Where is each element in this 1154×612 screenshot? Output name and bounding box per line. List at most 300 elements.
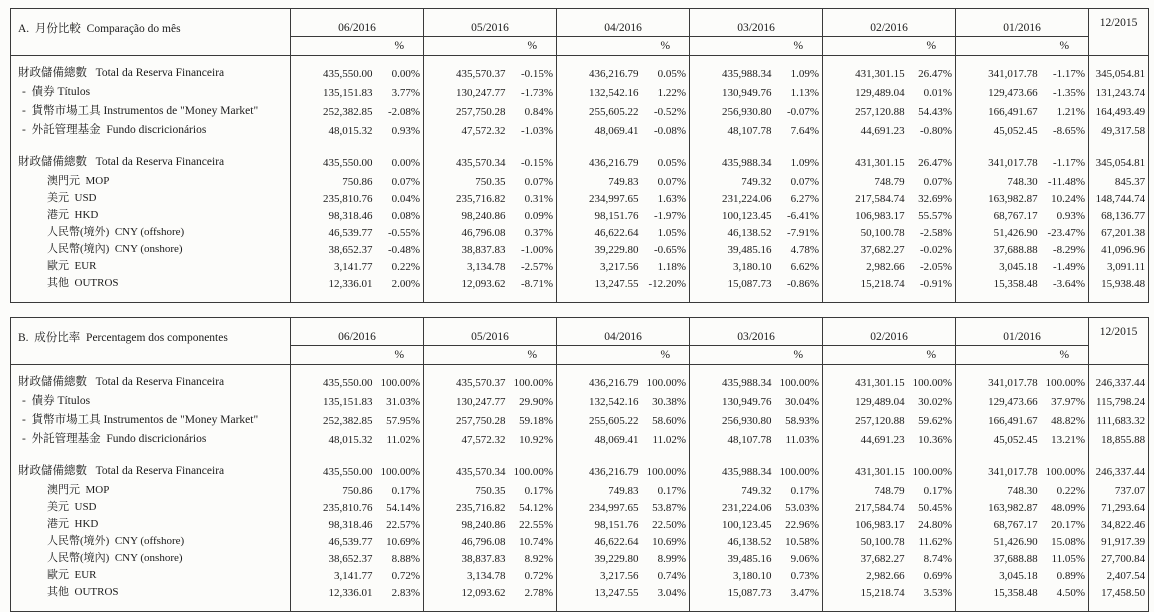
cell-value: 100,123.45: [690, 206, 775, 223]
cell-value: 750.86: [291, 172, 376, 189]
cell-pct: -2.58%: [920, 226, 953, 239]
cell-value: 46,539.77: [291, 532, 376, 549]
header-spacer-cell: [690, 346, 775, 365]
cell-value: 257,120.88: [823, 411, 908, 430]
cell-value: 15,218.74: [823, 583, 908, 600]
cell-value: 100,123.45: [690, 515, 775, 532]
cell-pct: -1.17%: [1053, 156, 1086, 169]
spacer-row: [11, 449, 1149, 462]
cell-value: 39,229.80: [557, 240, 642, 257]
cell-value: 435,570.34: [424, 153, 509, 172]
cell-value: 748.79: [823, 172, 908, 189]
table-row: [11, 56, 1149, 83]
row-label: - 外託管理基金 Fundo discricionários: [22, 123, 207, 136]
cell-pct: -2.05%: [920, 260, 953, 273]
cell-pct: 100.00%: [912, 465, 953, 478]
cell-pct: 3.47%: [790, 586, 820, 599]
cell-pct: 20.17%: [1051, 518, 1086, 531]
cell-value: 34,822.46: [1089, 515, 1149, 532]
cell-value: 129,473.66: [956, 83, 1041, 102]
cell-value: [424, 140, 509, 153]
cell-value: [690, 140, 775, 153]
cell-pct: -0.55%: [387, 226, 421, 239]
cell-pct: 100.00%: [779, 376, 820, 389]
cell-pct: 0.01%: [923, 86, 953, 99]
cell-pct: 2.00%: [391, 277, 421, 290]
cell-pct: -0.91%: [920, 277, 953, 290]
cell-value: 341,017.78: [956, 56, 1041, 83]
header-spacer-cell: [956, 346, 1041, 365]
cell-value: 166,491.67: [956, 102, 1041, 121]
cell-pct: 10.92%: [519, 433, 554, 446]
cell-value: 98,240.86: [424, 515, 509, 532]
cell-value: 257,750.28: [424, 102, 509, 121]
table-row: [11, 411, 1149, 430]
cell-pct: 0.84%: [524, 105, 554, 118]
cell-pct: -1.73%: [520, 86, 554, 99]
row-label: 港元 HKD: [47, 517, 99, 530]
cell-value: 50,100.78: [823, 223, 908, 240]
column-header-percent: %: [775, 346, 823, 365]
row-label: [11, 291, 291, 303]
cell-value: [424, 291, 509, 303]
cell-pct: 1.18%: [657, 260, 687, 273]
cell-value: 98,318.46: [291, 206, 376, 223]
cell-value: 431,301.15: [823, 56, 908, 83]
cell-pct: 3.53%: [923, 586, 953, 599]
cell-value: 98,318.46: [291, 515, 376, 532]
header-spacer-cell: [956, 37, 1041, 56]
row-label: 澳門元 MOP: [47, 483, 110, 496]
table-row: [11, 153, 1149, 172]
cell-value: 130,949.76: [690, 392, 775, 411]
row-label: 歐元 EUR: [47, 259, 97, 272]
cell-pct: 0.93%: [1056, 209, 1086, 222]
cell-value: 129,489.04: [823, 392, 908, 411]
cell-value: 748.30: [956, 172, 1041, 189]
cell-value: 231,224.06: [690, 189, 775, 206]
cell-pct: -2.57%: [520, 260, 554, 273]
cell-value: 48,069.41: [557, 121, 642, 140]
table-title: B. 成份比率 Percentagem dos componentes: [11, 318, 291, 365]
cell-pct: 22.55%: [519, 518, 554, 531]
cell-pct: 10.58%: [785, 535, 820, 548]
cell-pct: -0.02%: [920, 243, 953, 256]
table-row: [11, 430, 1149, 449]
cell-value: 12,093.62: [424, 583, 509, 600]
column-header-percent: %: [1041, 346, 1089, 365]
cell-value: 27,700.84: [1089, 549, 1149, 566]
cell-pct: 58.60%: [652, 414, 687, 427]
cell-pct: [775, 449, 823, 462]
row-label: 財政儲備總數 Total da Reserva Financeira: [18, 464, 225, 477]
cell-value: 18,855.88: [1089, 430, 1149, 449]
column-header-date: 03/2016: [690, 318, 823, 346]
cell-value: 46,622.64: [557, 223, 642, 240]
cell-value: 48,015.32: [291, 121, 376, 140]
column-header-date: 06/2016: [291, 318, 424, 346]
cell-pct: [775, 600, 823, 612]
column-header-date: 12/2015: [1089, 9, 1149, 56]
cell-value: 436,216.79: [557, 153, 642, 172]
cell-value: 750.35: [424, 481, 509, 498]
cell-value: 106,983.17: [823, 515, 908, 532]
cell-value: 164,493.49: [1089, 102, 1149, 121]
cell-value: 132,542.16: [557, 83, 642, 102]
row-label: - 債券 Títulos: [22, 394, 91, 407]
cell-pct: 6.27%: [790, 192, 820, 205]
cell-pct: 0.31%: [524, 192, 554, 205]
cell-pct: [376, 140, 424, 153]
cell-pct: 8.99%: [657, 552, 687, 565]
cell-value: 217,584.74: [823, 189, 908, 206]
cell-value: [557, 449, 642, 462]
cell-value: 235,716.82: [424, 498, 509, 515]
table-row: [11, 257, 1149, 274]
cell-pct: -8.65%: [1053, 124, 1086, 137]
cell-value: 130,247.77: [424, 83, 509, 102]
cell-pct: 2.83%: [391, 586, 421, 599]
cell-pct: 0.00%: [391, 67, 421, 80]
cell-pct: -1.03%: [520, 124, 554, 137]
cell-pct: -7.91%: [786, 226, 820, 239]
table-row: [11, 392, 1149, 411]
cell-pct: 13.21%: [1051, 433, 1086, 446]
cell-pct: 10.36%: [918, 433, 953, 446]
table-row: [11, 549, 1149, 566]
cell-value: 15,087.73: [690, 583, 775, 600]
cell-pct: 0.07%: [524, 175, 554, 188]
cell-value: 68,767.17: [956, 515, 1041, 532]
cell-value: 749.32: [690, 172, 775, 189]
header-spacer-cell: [557, 37, 642, 56]
cell-pct: [642, 600, 690, 612]
cell-value: 435,570.37: [424, 56, 509, 83]
cell-pct: 26.47%: [918, 156, 953, 169]
column-header-percent: %: [509, 346, 557, 365]
cell-value: 51,426.90: [956, 532, 1041, 549]
cell-pct: -0.15%: [520, 156, 554, 169]
cell-pct: 9.06%: [790, 552, 820, 565]
cell-pct: [642, 291, 690, 303]
cell-pct: 22.57%: [386, 518, 421, 531]
cell-pct: 0.72%: [391, 569, 421, 582]
header-spacer-cell: [823, 346, 908, 365]
cell-value: 235,810.76: [291, 189, 376, 206]
cell-pct: 53.87%: [652, 501, 687, 514]
row-label: 人民幣(境內) CNY (onshore): [47, 242, 183, 255]
table-row: [11, 83, 1149, 102]
cell-pct: 100.00%: [646, 465, 687, 478]
cell-pct: 8.92%: [524, 552, 554, 565]
cell-value: 436,216.79: [557, 365, 642, 392]
cell-pct: 6.62%: [790, 260, 820, 273]
cell-pct: 1.09%: [790, 156, 820, 169]
cell-value: 435,988.34: [690, 462, 775, 481]
cell-value: 135,151.83: [291, 392, 376, 411]
cell-value: 67,201.38: [1089, 223, 1149, 240]
cell-value: 3,045.18: [956, 257, 1041, 274]
cell-pct: [376, 291, 424, 303]
cell-pct: [908, 600, 956, 612]
cell-value: 38,837.83: [424, 240, 509, 257]
cell-pct: [642, 140, 690, 153]
header-spacer-cell: [424, 37, 509, 56]
cell-value: 845.37: [1089, 172, 1149, 189]
row-label: 其他 OUTROS: [47, 276, 119, 289]
cell-pct: 0.08%: [391, 209, 421, 222]
row-label: 澳門元 MOP: [47, 174, 110, 187]
row-label: 港元 HKD: [47, 208, 99, 221]
cell-value: 255,605.22: [557, 411, 642, 430]
cell-pct: 3.04%: [657, 586, 687, 599]
cell-value: 435,550.00: [291, 365, 376, 392]
cell-value: 257,120.88: [823, 102, 908, 121]
cell-value: 44,691.23: [823, 430, 908, 449]
cell-value: [1089, 291, 1149, 303]
cell-pct: 59.18%: [519, 414, 554, 427]
cell-pct: 24.80%: [918, 518, 953, 531]
column-header-date: 01/2016: [956, 318, 1089, 346]
cell-value: 435,988.34: [690, 56, 775, 83]
cell-value: 435,550.00: [291, 56, 376, 83]
cell-value: 15,358.48: [956, 274, 1041, 291]
cell-value: 13,247.55: [557, 583, 642, 600]
table-row: [11, 189, 1149, 206]
table-row: [11, 206, 1149, 223]
cell-value: 217,584.74: [823, 498, 908, 515]
cell-value: 48,107.78: [690, 121, 775, 140]
cell-pct: 30.04%: [785, 395, 820, 408]
cell-pct: 1.22%: [657, 86, 687, 99]
cell-pct: 0.74%: [657, 569, 687, 582]
row-label: 歐元 EUR: [47, 568, 97, 581]
header-spacer-cell: [291, 346, 376, 365]
column-header-percent: %: [376, 346, 424, 365]
column-header-percent: %: [642, 37, 690, 56]
cell-value: 39,485.16: [690, 240, 775, 257]
cell-pct: 1.05%: [657, 226, 687, 239]
cell-value: 750.35: [424, 172, 509, 189]
spacer-row: [11, 291, 1149, 303]
cell-pct: [775, 291, 823, 303]
cell-value: 45,052.45: [956, 430, 1041, 449]
cell-value: 234,997.65: [557, 498, 642, 515]
cell-pct: [1041, 449, 1089, 462]
table-row: [11, 583, 1149, 600]
cell-pct: 30.38%: [652, 395, 687, 408]
cell-value: 37,688.88: [956, 549, 1041, 566]
cell-pct: -1.00%: [520, 243, 554, 256]
cell-pct: [509, 600, 557, 612]
cell-pct: 0.93%: [391, 124, 421, 137]
cell-value: 15,358.48: [956, 583, 1041, 600]
cell-value: [823, 449, 908, 462]
cell-value: 38,652.37: [291, 549, 376, 566]
table-row: [11, 498, 1149, 515]
row-label: - 債券 Títulos: [22, 85, 91, 98]
cell-value: [690, 600, 775, 612]
table-row: [11, 274, 1149, 291]
cell-pct: 11.02%: [386, 433, 421, 446]
cell-value: 98,151.76: [557, 515, 642, 532]
table-row: [11, 365, 1149, 392]
cell-value: 252,382.85: [291, 102, 376, 121]
row-label: 其他 OUTROS: [47, 585, 119, 598]
cell-pct: -2.08%: [387, 105, 421, 118]
cell-value: 231,224.06: [690, 498, 775, 515]
cell-pct: 58.93%: [785, 414, 820, 427]
cell-pct: -0.65%: [653, 243, 687, 256]
cell-value: [690, 291, 775, 303]
cell-value: 37,688.88: [956, 240, 1041, 257]
header-spacer-cell: [291, 37, 376, 56]
column-header-date: 02/2016: [823, 318, 956, 346]
cell-pct: 100.00%: [646, 376, 687, 389]
cell-pct: 26.47%: [918, 67, 953, 80]
cell-value: 12,336.01: [291, 583, 376, 600]
cell-value: 749.83: [557, 481, 642, 498]
cell-pct: 0.07%: [391, 175, 421, 188]
column-header-percent: %: [1041, 37, 1089, 56]
cell-pct: [908, 291, 956, 303]
row-label: [11, 449, 291, 462]
cell-pct: -0.48%: [387, 243, 421, 256]
cell-pct: 54.14%: [386, 501, 421, 514]
row-label: 財政儲備總數 Total da Reserva Financeira: [18, 155, 225, 168]
column-header-date: 06/2016: [291, 9, 424, 37]
header-spacer-cell: [557, 346, 642, 365]
table-b-component-percentage: [10, 317, 1154, 612]
cell-pct: [509, 140, 557, 153]
cell-pct: 8.88%: [391, 552, 421, 565]
cell-value: 98,151.76: [557, 206, 642, 223]
cell-pct: 0.17%: [790, 484, 820, 497]
cell-value: 3,045.18: [956, 566, 1041, 583]
row-label: [11, 600, 291, 612]
cell-pct: 100.00%: [1045, 376, 1086, 389]
cell-value: 3,134.78: [424, 257, 509, 274]
cell-value: 345,054.81: [1089, 56, 1149, 83]
column-header-date: 05/2016: [424, 9, 557, 37]
cell-value: 234,997.65: [557, 189, 642, 206]
cell-value: [956, 291, 1041, 303]
spacer-row: [11, 600, 1149, 612]
component-percentage-table: [10, 317, 1149, 612]
cell-value: 68,767.17: [956, 206, 1041, 223]
cell-value: 341,017.78: [956, 462, 1041, 481]
row-label: - 貨幣市場工具 Instrumentos de "Money Market": [22, 104, 259, 117]
cell-pct: [376, 600, 424, 612]
cell-value: 748.30: [956, 481, 1041, 498]
cell-value: 3,091.11: [1089, 257, 1149, 274]
cell-pct: 11.02%: [652, 433, 687, 446]
cell-pct: 10.24%: [1051, 192, 1086, 205]
cell-value: [956, 140, 1041, 153]
cell-value: 148,744.74: [1089, 189, 1149, 206]
cell-value: 37,682.27: [823, 549, 908, 566]
cell-value: [424, 600, 509, 612]
cell-value: [557, 140, 642, 153]
cell-pct: 54.12%: [519, 501, 554, 514]
table-row: [11, 462, 1149, 481]
cell-pct: 50.45%: [918, 501, 953, 514]
cell-value: 257,750.28: [424, 411, 509, 430]
column-header-percent: %: [376, 37, 424, 56]
cell-value: 38,652.37: [291, 240, 376, 257]
cell-pct: -6.41%: [786, 209, 820, 222]
cell-value: 435,570.34: [424, 462, 509, 481]
cell-pct: -0.15%: [520, 67, 554, 80]
row-label: 美元 USD: [47, 191, 97, 204]
row-label: - 貨幣市場工具 Instrumentos de "Money Market": [22, 413, 259, 426]
cell-value: 737.07: [1089, 481, 1149, 498]
cell-pct: 1.09%: [790, 67, 820, 80]
column-header-percent: %: [509, 37, 557, 56]
cell-value: 2,407.54: [1089, 566, 1149, 583]
table-row: [11, 102, 1149, 121]
cell-value: 431,301.15: [823, 365, 908, 392]
cell-pct: 15.08%: [1051, 535, 1086, 548]
row-label: 人民幣(境外) CNY (offshore): [47, 225, 185, 238]
column-header-percent: %: [775, 37, 823, 56]
cell-pct: [1041, 600, 1089, 612]
cell-pct: 0.17%: [391, 484, 421, 497]
cell-value: 252,382.85: [291, 411, 376, 430]
header-spacer-cell: [690, 37, 775, 56]
cell-value: [1089, 600, 1149, 612]
cell-pct: 10.69%: [652, 535, 687, 548]
cell-value: 37,682.27: [823, 240, 908, 257]
cell-value: 98,240.86: [424, 206, 509, 223]
cell-pct: -8.71%: [520, 277, 554, 290]
cell-value: 47,572.32: [424, 121, 509, 140]
cell-value: 255,605.22: [557, 102, 642, 121]
cell-value: 13,247.55: [557, 274, 642, 291]
cell-value: 235,716.82: [424, 189, 509, 206]
column-header-date: 12/2015: [1089, 318, 1149, 365]
cell-value: 246,337.44: [1089, 365, 1149, 392]
cell-value: 163,982.87: [956, 498, 1041, 515]
table-row: [11, 515, 1149, 532]
cell-pct: 57.95%: [386, 414, 421, 427]
cell-value: 2,982.66: [823, 257, 908, 274]
cell-pct: 10.74%: [519, 535, 554, 548]
cell-value: [690, 449, 775, 462]
cell-pct: [908, 449, 956, 462]
cell-pct: [908, 140, 956, 153]
cell-pct: -1.35%: [1053, 86, 1086, 99]
cell-value: 71,293.64: [1089, 498, 1149, 515]
cell-pct: 100.00%: [1045, 465, 1086, 478]
cell-value: [291, 449, 376, 462]
cell-pct: -1.17%: [1053, 67, 1086, 80]
cell-value: 256,930.80: [690, 411, 775, 430]
cell-value: 431,301.15: [823, 153, 908, 172]
cell-value: 341,017.78: [956, 153, 1041, 172]
cell-pct: 29.90%: [519, 395, 554, 408]
table-title: A. 月份比較 Comparação do mês: [11, 9, 291, 56]
cell-value: 68,136.77: [1089, 206, 1149, 223]
cell-pct: 1.13%: [790, 86, 820, 99]
column-header-date: 03/2016: [690, 9, 823, 37]
row-label: 人民幣(境內) CNY (onshore): [47, 551, 183, 564]
cell-pct: -12.20%: [648, 277, 687, 290]
cell-value: 131,243.74: [1089, 83, 1149, 102]
cell-value: 15,087.73: [690, 274, 775, 291]
cell-value: 431,301.15: [823, 462, 908, 481]
cell-value: 246,337.44: [1089, 462, 1149, 481]
